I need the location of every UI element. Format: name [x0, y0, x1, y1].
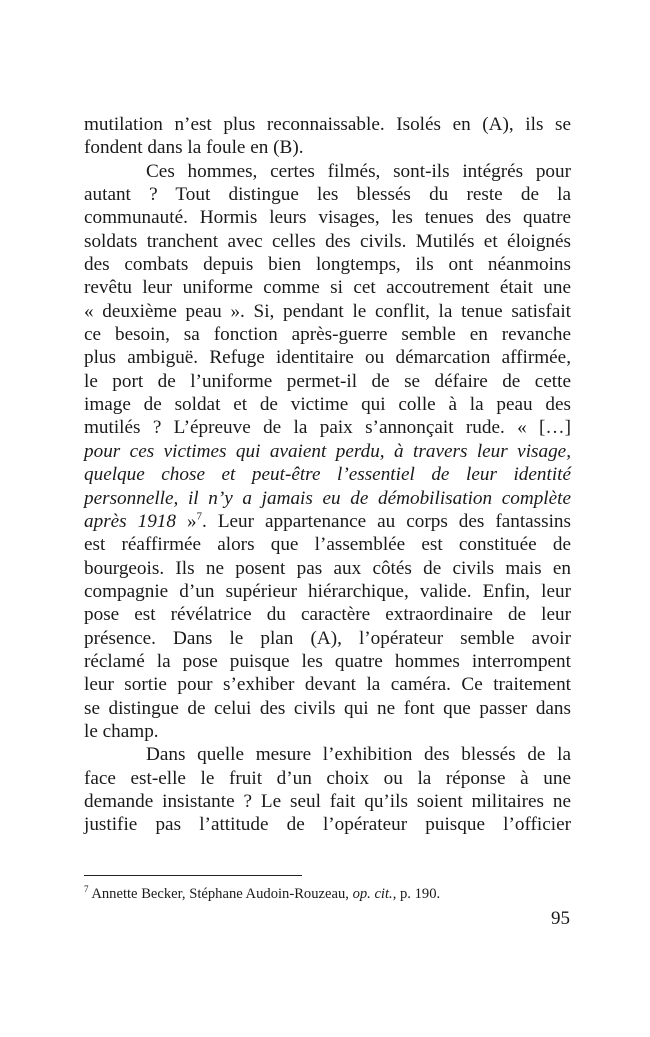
text-line: justifie pas l’attitude de l’opérateur puisque l’officier	[84, 814, 571, 836]
text-line: bourgeois. Ils ne posent pas aux côtés de civils mais en	[84, 557, 571, 579]
text-line: réclamé la pose puisque les quatre hommes interrompent	[84, 650, 571, 672]
text-line: le champ.	[84, 720, 159, 742]
text-line: présence. Dans le plan (A), l’opérateur semble avoir	[84, 627, 571, 649]
text-after-quote: . Leur appartenance au corps des fantassins	[202, 510, 571, 532]
text-line: mutilation n’est plus reconnaissable. Isolés en (A), ils se	[84, 114, 571, 135]
page-body	[84, 113, 571, 837]
quote-close: »	[175, 510, 197, 532]
quote-line: quelque chose et peut-être l’essentiel de leur identité	[84, 464, 571, 486]
footnote-italic: op. cit.	[352, 886, 393, 902]
text-line: se distingue de celui des civils qui ne font que passer dans	[84, 697, 571, 719]
text-line: leur sortie pour s’exhiber devant la caméra. Ce traitement	[84, 674, 571, 696]
text-line: plus ambiguë. Refuge identitaire ou démarcation affirmée,	[84, 347, 571, 369]
page-number: 95	[551, 908, 570, 929]
text-line: communauté. Hormis leurs visages, les tenues des quatre	[84, 207, 571, 229]
paragraph-1	[84, 113, 571, 160]
text-line: ce besoin, sa fonction après-guerre semble en revanche	[84, 324, 571, 346]
text-line: revêtu leur uniforme comme si cet accoutrement était une	[84, 277, 571, 299]
footnote-number: 7	[84, 884, 89, 895]
text-line: pose est révélatrice du caractère extraordinaire de leur	[84, 604, 571, 626]
text-line: compagnie d’un supérieur hiérarchique, valide. Enfin, leur	[84, 580, 571, 602]
text-line: mutilés ? L’épreuve de la paix s’annonçait rude. « […]	[84, 417, 571, 439]
footnote-7	[84, 885, 571, 903]
text-line: demande insistante ? Le seul fait qu’ils soient militaires ne	[84, 790, 571, 812]
text-line: image de soldat et de victime qui colle à la peau des	[84, 394, 571, 416]
text-line: le port de l’uniforme permet-il de se défaire de cette	[84, 370, 571, 392]
footnote-text: Annette Becker, Stéphane Audoin-Rouzeau,	[88, 886, 353, 902]
text-line-quote-end	[84, 510, 571, 533]
text-line: autant ? Tout distingue les blessés du reste de la	[84, 184, 571, 206]
text-line: « deuxième peau ». Si, pendant le conflit, la tenue satisfait	[84, 300, 571, 322]
paragraph-3	[84, 743, 571, 836]
footnote-reference[interactable]: 7	[196, 510, 203, 523]
footnote-separator	[84, 875, 302, 876]
paragraph-2	[84, 160, 571, 744]
quote-line: pour ces victimes qui avaient perdu, à travers leur visage,	[84, 440, 571, 462]
text-line: Dans quelle mesure l’exhibition des blessés de la	[146, 744, 571, 766]
text-line: fondent dans la foule en (B).	[84, 137, 304, 159]
quote-line: personnelle, il n’y a jamais eu de démobilisation complète	[84, 487, 571, 509]
body-text	[84, 113, 571, 837]
text-line: est réaffirmée alors que l’assemblée est constituée de	[84, 534, 571, 556]
text-line: Ces hommes, certes filmés, sont-ils intégrés pour	[146, 160, 571, 182]
text-line: des combats depuis bien longtemps, ils ont néanmoins	[84, 254, 571, 276]
text-line: soldats tranchent avec celles des civils. Mutilés et éloignés	[84, 230, 571, 252]
text-line: face est-elle le fruit d’un choix ou la réponse à une	[84, 767, 571, 789]
quote-end: après 1918	[84, 510, 176, 532]
footnote-text-end: , p. 190.	[392, 886, 441, 902]
